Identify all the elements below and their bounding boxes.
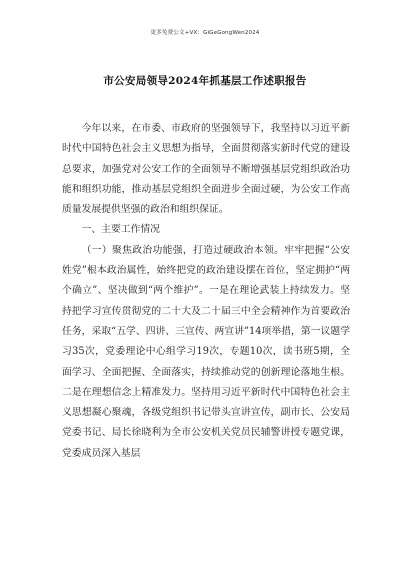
document-body: [62, 119, 350, 464]
section-heading: 一、主要工作情况: [81, 224, 160, 236]
document-title: 市公安局领导2024年抓基层工作述职报告: [103, 75, 307, 87]
intro-paragraph: 今年以来，在市委、市政府的坚强领导下，我坚持以习近平新时代中国特色社会主义思想为指导，全面贯彻落实新时代党的建设总要求，加强党对公安工作的全面领导不断增强基层党组织政治功能和组织功能，推动基层党组织全面进步全面过硬，为公安工作高质量发展提供坚强的政治和组织保证。: [62, 123, 350, 216]
header-note: 更多免费公文+VX：GiGeGongWen2024: [150, 30, 260, 36]
subsection-paragraph: （一）聚焦政治功能强，打造过硬政治本领。牢牢把握“公安姓党”根本政治属性，始终把党的政治建设摆在首位，坚定拥护“两个确立”、坚决做到“两个维护”。一是在理论武装上持续发力。坚持把学习宣传贯彻党的二十大及二十届三中全会精神作为首要政治任务，采取“五学、四讲、三宣传、两宣讲”14项举措，第一议题学习35次，党委理论中心组学习19次，专题10次，读书班5期，全面学习、全面把握、全面落实，持续推动党的创新理论落地生根。二是在理想信念上精准发力。坚持用习近平新时代中国特色社会主义思想凝心聚魂，各级党组织书记带头宣讲宣传，副市长、公安局党委书记、局长徐晓利为全市公安机关党员民辅警讲授专题党课，党委成员深入基层: [62, 244, 350, 459]
